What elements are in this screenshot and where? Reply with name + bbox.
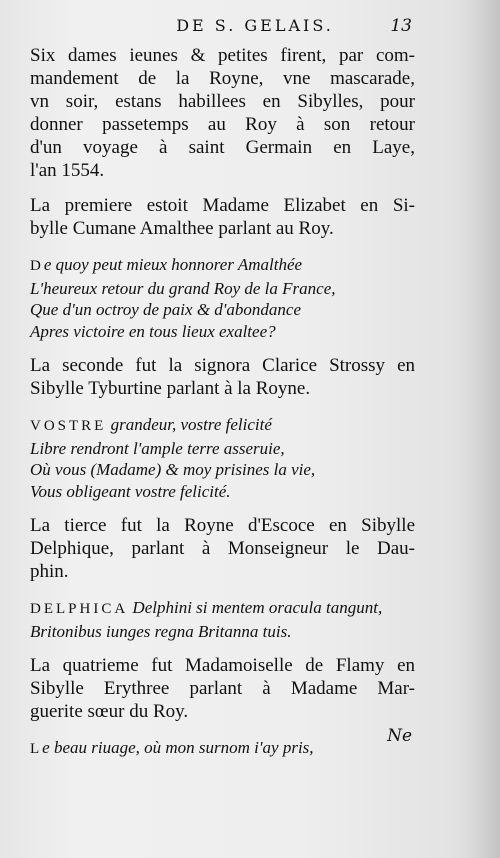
verse-line <box>30 414 415 438</box>
intro-line: l'an 1554. <box>30 160 105 181</box>
section-heading <box>30 194 415 240</box>
section-heading <box>30 514 415 583</box>
verse-line <box>30 597 415 621</box>
verse-line <box>30 737 415 761</box>
verse-line: L'heureux retour du grand Roy de la France, <box>30 278 336 298</box>
verse-line: Britonibus iunges regna Britanna tuis. <box>30 621 292 641</box>
heading-line: Sibylle Tyburtine parlant à la Royne. <box>30 378 311 399</box>
verse-line: Que d'un octroy de paix & d'abondance <box>30 300 302 319</box>
verse-line: Vous obligeant vostre felicité. <box>30 481 231 501</box>
verse-line: Apres victoire en tous lieux exaltee? <box>30 321 276 341</box>
page-number: 13 <box>390 16 412 36</box>
verse-lead: DELPHICA <box>30 601 129 617</box>
verse-lead: D <box>30 258 44 274</box>
heading-line: Sibylle Erythree parlant à Madame Mar- <box>30 678 415 699</box>
verse-text: e beau riuage, où mon surnom i'ay pris, <box>42 738 314 757</box>
text-block <box>30 44 415 761</box>
heading-line: La tierce fut la Royne d'Escoce en Sibylle <box>30 515 415 536</box>
heading-line: bylle Cumane Amalthee parlant au Roy. <box>30 218 334 239</box>
verse-line: Libre rendront l'ample terre asseruie, <box>30 438 285 458</box>
intro-paragraph <box>30 44 415 182</box>
heading-line: La seconde fut la signora Clarice Strossy en <box>30 355 415 376</box>
heading-line: La premiere estoit Madame Elizabet en Si- <box>30 195 415 216</box>
heading-line: Delphique, parlant à Monseigneur le Dau- <box>30 538 415 559</box>
page-edge-shadow <box>472 0 500 858</box>
intro-line: vn soir, estans habillees en Sibylles, pour <box>30 91 415 112</box>
verse-block <box>30 414 415 502</box>
verse-text: grandeur, vostre felicité <box>106 415 272 434</box>
section-heading <box>30 654 415 723</box>
catchword: Ne <box>387 726 412 746</box>
intro-line: donner passetemps au Roy à son retour <box>30 114 415 135</box>
verse-text: Delphini si mentem oracula tangunt, <box>128 598 383 617</box>
verse-block <box>30 254 415 342</box>
verse-block <box>30 597 415 642</box>
heading-line: phin. <box>30 561 69 582</box>
verse-text: e quoy peut mieux honnorer Amalthée <box>43 255 303 274</box>
verse-line: Où vous (Madame) & moy prisines la vie, <box>30 460 316 479</box>
intro-line: Six dames ieunes & petites firent, par com- <box>30 45 415 66</box>
verse-line <box>30 254 415 278</box>
heading-line: guerite sœur du Roy. <box>30 701 189 722</box>
intro-line: d'un voyage à saint Germain en Laye, <box>30 137 415 158</box>
section-heading <box>30 354 415 400</box>
running-title: DE S. GELAIS. <box>176 16 334 35</box>
heading-line: La quatrieme fut Madamoiselle de Flamy en <box>30 655 415 676</box>
verse-lead: L <box>30 741 43 757</box>
verse-lead: VOSTRE <box>30 418 107 434</box>
verse-block <box>30 737 415 761</box>
intro-line: mandement de la Royne, vne mascarade, <box>30 68 415 89</box>
